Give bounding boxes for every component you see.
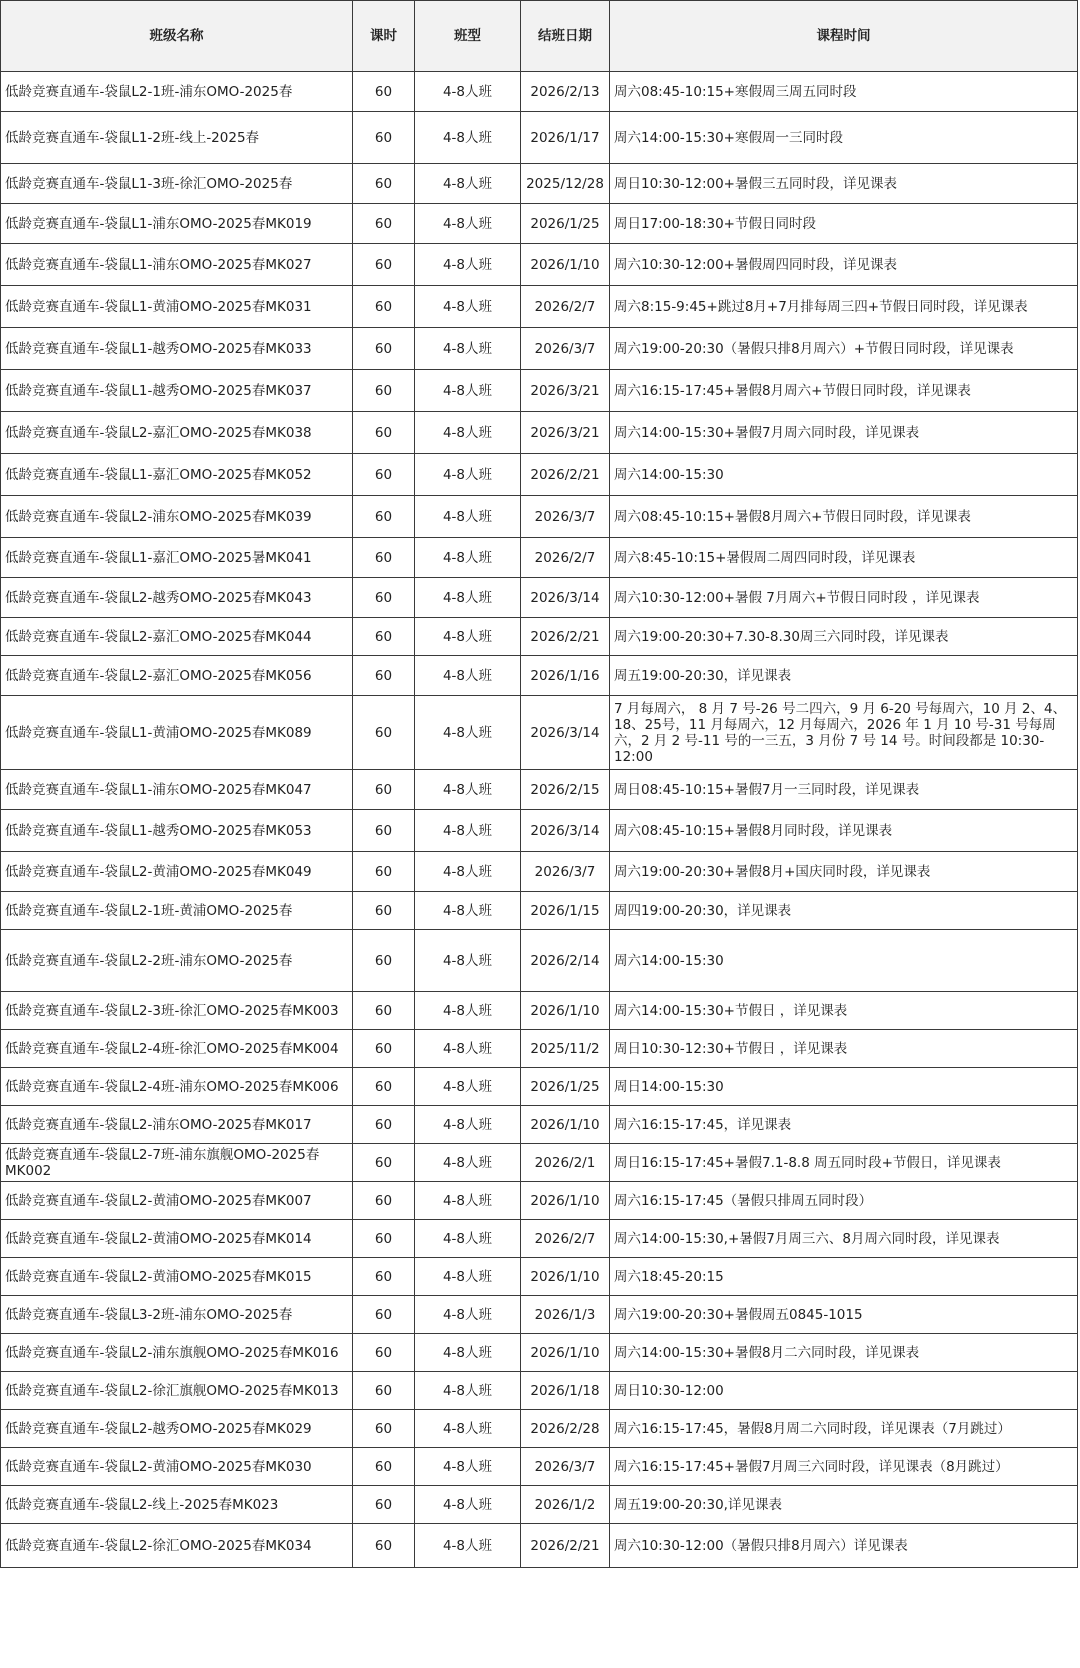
end-date-cell: 2026/1/16 [521,656,610,696]
class-type-cell: 4-8人班 [415,1258,521,1296]
hours-cell: 60 [353,1068,415,1106]
end-date-cell: 2026/3/14 [521,810,610,852]
class-type-cell: 4-8人班 [415,1068,521,1106]
class-name-cell: 低龄竞赛直通车-袋鼠L1-越秀OMO-2025春MK053 [1,810,353,852]
hours-cell: 60 [353,852,415,892]
class-name-cell: 低龄竞赛直通车-袋鼠L1-浦东OMO-2025春MK019 [1,204,353,244]
table-row [1,1410,1078,1448]
end-date-cell: 2026/1/18 [521,1372,610,1410]
hours-cell: 60 [353,454,415,496]
class-name-cell: 低龄竞赛直通车-袋鼠L1-浦东OMO-2025春MK047 [1,770,353,810]
class-type-cell: 4-8人班 [415,930,521,992]
class-name-cell: 低龄竞赛直通车-袋鼠L1-嘉汇OMO-2025暑MK041 [1,538,353,578]
schedule-cell: 周六14:00-15:30 [610,930,1078,992]
class-type-cell: 4-8人班 [415,412,521,454]
schedule-cell: 周六16:15-17:45（暑假只排周五同时段） [610,1182,1078,1220]
table-row [1,810,1078,852]
class-name-cell: 低龄竞赛直通车-袋鼠L1-3班-徐汇OMO-2025春 [1,164,353,204]
class-name-cell: 低龄竞赛直通车-袋鼠L2-嘉汇OMO-2025春MK038 [1,412,353,454]
schedule-cell: 周六14:00-15:30 [610,454,1078,496]
class-type-cell: 4-8人班 [415,164,521,204]
table-row [1,1068,1078,1106]
schedule-cell: 周六18:45-20:15 [610,1258,1078,1296]
class-type-cell: 4-8人班 [415,204,521,244]
table-row [1,930,1078,992]
class-name-cell: 低龄竞赛直通车-袋鼠L1-2班-线上-2025春 [1,112,353,164]
end-date-cell: 2026/2/7 [521,538,610,578]
class-name-cell: 低龄竞赛直通车-袋鼠L1-黄浦OMO-2025春MK089 [1,696,353,770]
class-type-cell: 4-8人班 [415,286,521,328]
table-row [1,1296,1078,1334]
schedule-cell: 周六19:00-20:30+7.30-8.30周三六同时段，详见课表 [610,618,1078,656]
schedule-cell: 周六08:45-10:15+寒假周三周五同时段 [610,72,1078,112]
hours-cell: 60 [353,244,415,286]
table-row [1,72,1078,112]
schedule-cell: 周日08:45-10:15+暑假7月一三同时段，详见课表 [610,770,1078,810]
class-name-cell: 低龄竞赛直通车-袋鼠L2-徐汇OMO-2025春MK034 [1,1524,353,1568]
table-row [1,1182,1078,1220]
class-name-cell: 低龄竞赛直通车-袋鼠L1-越秀OMO-2025春MK037 [1,370,353,412]
class-name-cell: 低龄竞赛直通车-袋鼠L2-3班-徐汇OMO-2025春MK003 [1,992,353,1030]
end-date-cell: 2026/2/21 [521,454,610,496]
table-row [1,1372,1078,1410]
end-date-cell: 2026/3/7 [521,1448,610,1486]
table-row [1,1144,1078,1182]
class-type-cell: 4-8人班 [415,370,521,412]
class-type-cell: 4-8人班 [415,1220,521,1258]
schedule-cell: 周六08:45-10:15+暑假8月周六+节假日同时段，详见课表 [610,496,1078,538]
hours-cell: 60 [353,1410,415,1448]
end-date-cell: 2026/1/10 [521,992,610,1030]
header-hours: 课时 [353,1,415,72]
table-row [1,370,1078,412]
class-type-cell: 4-8人班 [415,696,521,770]
hours-cell: 60 [353,1334,415,1372]
end-date-cell: 2026/1/2 [521,1486,610,1524]
end-date-cell: 2026/2/7 [521,286,610,328]
class-type-cell: 4-8人班 [415,810,521,852]
table-row [1,852,1078,892]
class-name-cell: 低龄竞赛直通车-袋鼠L2-4班-徐汇OMO-2025春MK004 [1,1030,353,1068]
table-row [1,1106,1078,1144]
class-type-cell: 4-8人班 [415,618,521,656]
class-type-cell: 4-8人班 [415,852,521,892]
end-date-cell: 2026/3/7 [521,328,610,370]
schedule-cell: 周六10:30-12:00+暑假 7月周六+节假日同时段 ，详见课表 [610,578,1078,618]
schedule-cell: 周日10:30-12:00+暑假三五同时段，详见课表 [610,164,1078,204]
class-name-cell: 低龄竞赛直通车-袋鼠L1-浦东OMO-2025春MK027 [1,244,353,286]
class-name-cell: 低龄竞赛直通车-袋鼠L2-浦东OMO-2025春MK039 [1,496,353,538]
end-date-cell: 2026/2/15 [521,770,610,810]
table-row [1,244,1078,286]
end-date-cell: 2025/12/28 [521,164,610,204]
class-type-cell: 4-8人班 [415,1448,521,1486]
schedule-cell: 周六08:45-10:15+暑假8月同时段，详见课表 [610,810,1078,852]
end-date-cell: 2026/1/10 [521,1334,610,1372]
end-date-cell: 2026/3/14 [521,696,610,770]
table-row [1,496,1078,538]
schedule-cell: 周六14:00-15:30+寒假周一三同时段 [610,112,1078,164]
table-row [1,656,1078,696]
hours-cell: 60 [353,1258,415,1296]
class-type-cell: 4-8人班 [415,770,521,810]
hours-cell: 60 [353,696,415,770]
schedule-cell: 周五19:00-20:30，详见课表 [610,656,1078,696]
end-date-cell: 2026/2/1 [521,1144,610,1182]
class-name-cell: 低龄竞赛直通车-袋鼠L2-嘉汇OMO-2025春MK056 [1,656,353,696]
schedule-cell: 周日10:30-12:00 [610,1372,1078,1410]
table-row [1,1220,1078,1258]
schedule-cell: 周日16:15-17:45+暑假7.1-8.8 周五同时段+节假日，详见课表 [610,1144,1078,1182]
class-type-cell: 4-8人班 [415,1334,521,1372]
hours-cell: 60 [353,1220,415,1258]
class-name-cell: 低龄竞赛直通车-袋鼠L3-2班-浦东OMO-2025春 [1,1296,353,1334]
class-name-cell: 低龄竞赛直通车-袋鼠L2-1班-浦东OMO-2025春 [1,72,353,112]
table-row [1,1258,1078,1296]
table-row [1,164,1078,204]
hours-cell: 60 [353,770,415,810]
header-class-type: 班型 [415,1,521,72]
class-type-cell: 4-8人班 [415,1296,521,1334]
class-type-cell: 4-8人班 [415,328,521,370]
end-date-cell: 2026/3/21 [521,412,610,454]
class-name-cell: 低龄竞赛直通车-袋鼠L2-7班-浦东旗舰OMO-2025春MK002 [1,1144,353,1182]
class-name-cell: 低龄竞赛直通车-袋鼠L1-越秀OMO-2025春MK033 [1,328,353,370]
class-name-cell: 低龄竞赛直通车-袋鼠L2-黄浦OMO-2025春MK015 [1,1258,353,1296]
class-type-cell: 4-8人班 [415,1182,521,1220]
hours-cell: 60 [353,930,415,992]
end-date-cell: 2026/2/28 [521,1410,610,1448]
class-type-cell: 4-8人班 [415,72,521,112]
class-type-cell: 4-8人班 [415,656,521,696]
class-name-cell: 低龄竞赛直通车-袋鼠L2-徐汇旗舰OMO-2025春MK013 [1,1372,353,1410]
class-type-cell: 4-8人班 [415,1486,521,1524]
hours-cell: 60 [353,1448,415,1486]
end-date-cell: 2025/11/2 [521,1030,610,1068]
hours-cell: 60 [353,1372,415,1410]
end-date-cell: 2026/3/21 [521,370,610,412]
hours-cell: 60 [353,496,415,538]
class-name-cell: 低龄竞赛直通车-袋鼠L2-1班-黄浦OMO-2025春 [1,892,353,930]
table-row [1,204,1078,244]
class-type-cell: 4-8人班 [415,1372,521,1410]
schedule-cell: 7 月每周六， 8 月 7 号-26 号二四六，9 月 6-20 号每周六，10 月 2、4、18、25号，11 月每周六，12 月每周六，2026 年 1 月 10 号-31 号每周六，2 月 2 号-11 号的一三五，3 月份 7 号 14 号。时间段都是 10:30-12:00 [610,696,1078,770]
table-row [1,1334,1078,1372]
hours-cell: 60 [353,1182,415,1220]
hours-cell: 60 [353,412,415,454]
class-name-cell: 低龄竞赛直通车-袋鼠L2-黄浦OMO-2025春MK030 [1,1448,353,1486]
schedule-cell: 周五19:00-20:30,详见课表 [610,1486,1078,1524]
hours-cell: 60 [353,164,415,204]
class-type-cell: 4-8人班 [415,1030,521,1068]
class-name-cell: 低龄竞赛直通车-袋鼠L2-2班-浦东OMO-2025春 [1,930,353,992]
class-name-cell: 低龄竞赛直通车-袋鼠L2-越秀OMO-2025春MK043 [1,578,353,618]
schedule-cell: 周六8:45-10:15+暑假周二周四同时段，详见课表 [610,538,1078,578]
schedule-cell: 周四19:00-20:30，详见课表 [610,892,1078,930]
table-row [1,1524,1078,1568]
table-row [1,770,1078,810]
class-name-cell: 低龄竞赛直通车-袋鼠L2-嘉汇OMO-2025春MK044 [1,618,353,656]
end-date-cell: 2026/1/25 [521,204,610,244]
table-row [1,112,1078,164]
schedule-cell: 周日14:00-15:30 [610,1068,1078,1106]
schedule-cell: 周六16:15-17:45+暑假7月周三六同时段，详见课表（8月跳过） [610,1448,1078,1486]
table-row [1,328,1078,370]
end-date-cell: 2026/3/7 [521,496,610,538]
hours-cell: 60 [353,892,415,930]
end-date-cell: 2026/2/7 [521,1220,610,1258]
schedule-cell: 周六8:15-9:45+跳过8月+7月排每周三四+节假日同时段，详见课表 [610,286,1078,328]
table-row [1,892,1078,930]
table-row [1,618,1078,656]
class-type-cell: 4-8人班 [415,1410,521,1448]
hours-cell: 60 [353,1296,415,1334]
class-type-cell: 4-8人班 [415,538,521,578]
schedule-cell: 周六10:30-12:00（暑假只排8月周六）详见课表 [610,1524,1078,1568]
table-row [1,412,1078,454]
schedule-cell: 周日10:30-12:30+节假日 ，详见课表 [610,1030,1078,1068]
class-name-cell: 低龄竞赛直通车-袋鼠L2-浦东旗舰OMO-2025春MK016 [1,1334,353,1372]
class-name-cell: 低龄竞赛直通车-袋鼠L2-线上-2025春MK023 [1,1486,353,1524]
class-type-cell: 4-8人班 [415,1524,521,1568]
hours-cell: 60 [353,992,415,1030]
table-row [1,286,1078,328]
end-date-cell: 2026/1/25 [521,1068,610,1106]
hours-cell: 60 [353,538,415,578]
class-name-cell: 低龄竞赛直通车-袋鼠L2-黄浦OMO-2025春MK014 [1,1220,353,1258]
schedule-cell: 周六14:00-15:30+节假日 ，详见课表 [610,992,1078,1030]
header-class-name: 班级名称 [1,1,353,72]
end-date-cell: 2026/2/13 [521,72,610,112]
end-date-cell: 2026/3/14 [521,578,610,618]
end-date-cell: 2026/1/10 [521,1258,610,1296]
table-row [1,454,1078,496]
hours-cell: 60 [353,328,415,370]
table-row [1,992,1078,1030]
table-row [1,538,1078,578]
hours-cell: 60 [353,112,415,164]
end-date-cell: 2026/3/7 [521,852,610,892]
class-type-cell: 4-8人班 [415,112,521,164]
class-type-cell: 4-8人班 [415,496,521,538]
schedule-cell: 周日17:00-18:30+节假日同时段 [610,204,1078,244]
table-row [1,1448,1078,1486]
table-row [1,1030,1078,1068]
hours-cell: 60 [353,810,415,852]
class-type-cell: 4-8人班 [415,244,521,286]
hours-cell: 60 [353,1524,415,1568]
hours-cell: 60 [353,1144,415,1182]
hours-cell: 60 [353,204,415,244]
hours-cell: 60 [353,618,415,656]
table-row [1,578,1078,618]
end-date-cell: 2026/2/21 [521,1524,610,1568]
schedule-cell: 周六16:15-17:45+暑假8月周六+节假日同时段，详见课表 [610,370,1078,412]
end-date-cell: 2026/1/3 [521,1296,610,1334]
end-date-cell: 2026/2/14 [521,930,610,992]
class-name-cell: 低龄竞赛直通车-袋鼠L2-浦东OMO-2025春MK017 [1,1106,353,1144]
hours-cell: 60 [353,1486,415,1524]
schedule-cell: 周六19:00-20:30+暑假周五0845-1015 [610,1296,1078,1334]
class-name-cell: 低龄竞赛直通车-袋鼠L1-嘉汇OMO-2025春MK052 [1,454,353,496]
end-date-cell: 2026/1/15 [521,892,610,930]
schedule-cell: 周六14:00-15:30+暑假8月二六同时段，详见课表 [610,1334,1078,1372]
hours-cell: 60 [353,578,415,618]
end-date-cell: 2026/1/17 [521,112,610,164]
schedule-cell: 周六16:15-17:45，详见课表 [610,1106,1078,1144]
schedule-cell: 周六14:00-15:30,+暑假7月周三六、8月周六同时段，详见课表 [610,1220,1078,1258]
end-date-cell: 2026/1/10 [521,244,610,286]
table-row [1,1486,1078,1524]
hours-cell: 60 [353,1030,415,1068]
schedule-cell: 周六16:15-17:45，暑假8月周二六同时段，详见课表（7月跳过） [610,1410,1078,1448]
class-type-cell: 4-8人班 [415,992,521,1030]
hours-cell: 60 [353,370,415,412]
end-date-cell: 2026/1/10 [521,1182,610,1220]
header-row [1,1,1078,72]
class-type-cell: 4-8人班 [415,892,521,930]
schedule-cell: 周六10:30-12:00+暑假周四同时段，详见课表 [610,244,1078,286]
table-row [1,696,1078,770]
header-schedule: 课程时间 [610,1,1078,72]
class-name-cell: 低龄竞赛直通车-袋鼠L2-4班-浦东OMO-2025春MK006 [1,1068,353,1106]
hours-cell: 60 [353,656,415,696]
hours-cell: 60 [353,1106,415,1144]
class-type-cell: 4-8人班 [415,1144,521,1182]
class-name-cell: 低龄竞赛直通车-袋鼠L2-黄浦OMO-2025春MK007 [1,1182,353,1220]
hours-cell: 60 [353,72,415,112]
schedule-cell: 周六14:00-15:30+暑假7月周六同时段，详见课表 [610,412,1078,454]
class-name-cell: 低龄竞赛直通车-袋鼠L1-黄浦OMO-2025春MK031 [1,286,353,328]
schedule-cell: 周六19:00-20:30+暑假8月+国庆同时段，详见课表 [610,852,1078,892]
class-name-cell: 低龄竞赛直通车-袋鼠L2-越秀OMO-2025春MK029 [1,1410,353,1448]
table-body [1,72,1078,1568]
end-date-cell: 2026/1/10 [521,1106,610,1144]
class-type-cell: 4-8人班 [415,578,521,618]
class-name-cell: 低龄竞赛直通车-袋鼠L2-黄浦OMO-2025春MK049 [1,852,353,892]
schedule-cell: 周六19:00-20:30（暑假只排8月周六）+节假日同时段，详见课表 [610,328,1078,370]
header-end-date: 结班日期 [521,1,610,72]
end-date-cell: 2026/2/21 [521,618,610,656]
class-type-cell: 4-8人班 [415,1106,521,1144]
hours-cell: 60 [353,286,415,328]
class-type-cell: 4-8人班 [415,454,521,496]
